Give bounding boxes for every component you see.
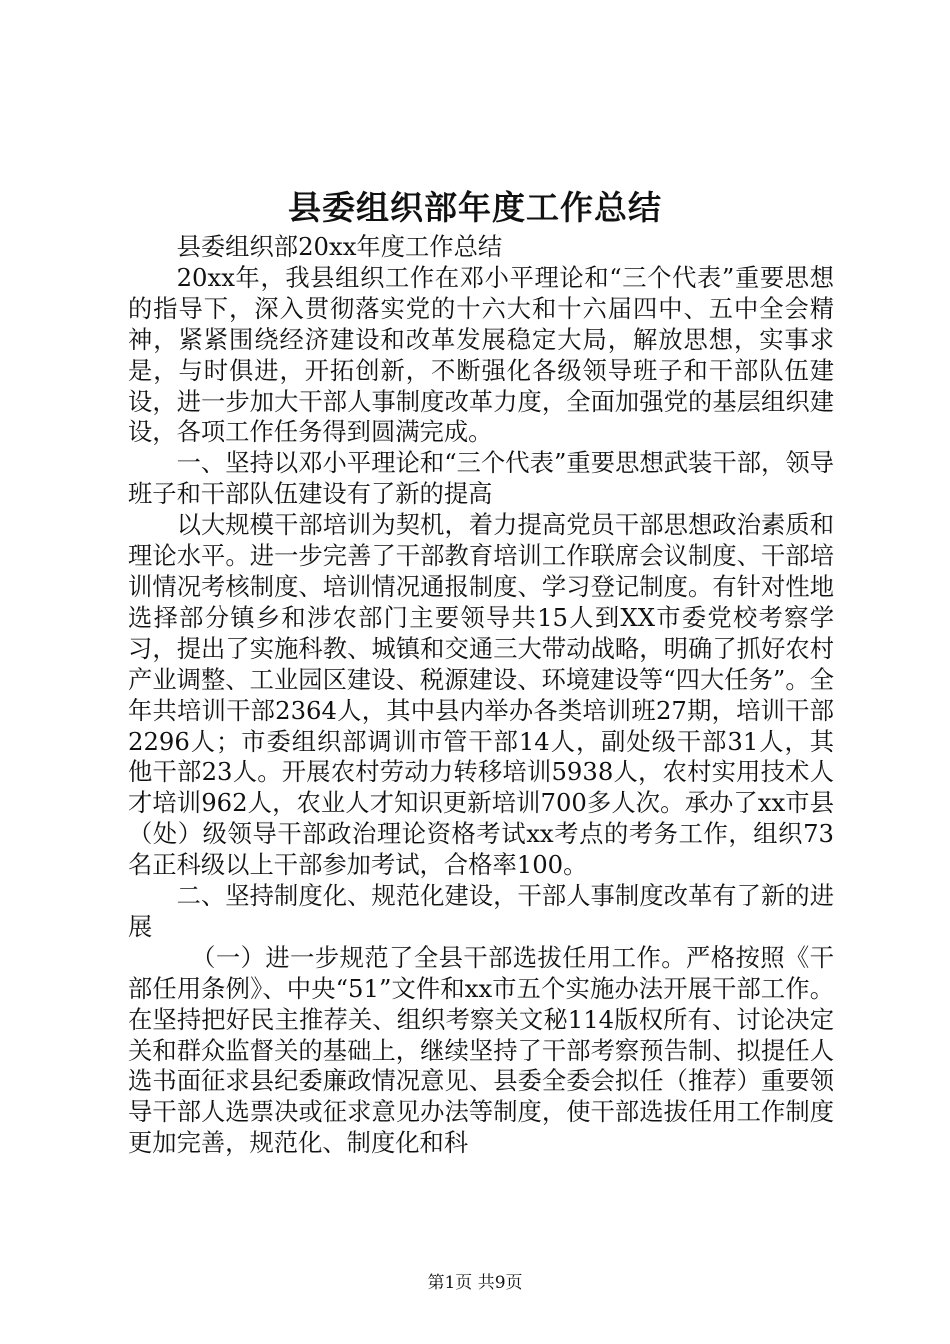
selection-paragraph: （一）进一步规范了全县干部选拔任用工作。严格按照《干部任用条例》、中央“51”文件和xx市五个实施办法开展干部工作。在坚持把好民主推荐关、组织考察关文秘114版权所有、讨论决定关和群众监督关的基础上，继续坚持了干部考察预告制、拟提任人选书面征求县纪委廉政情况意见、县委全委会拟任（推荐）重要领导干部人选票决或征求意见办法等制度，使干部选拔任用工作制度更加完善，规范化、制度化和科 <box>128 942 834 1158</box>
training-paragraph: 以大规模干部培训为契机，着力提高党员干部思想政治素质和理论水平。进一步完善了干部教育培训工作联席会议制度、干部培训情况考核制度、培训情况通报制度、学习登记制度。有针对性地选择部分镇乡和涉农部门主要领导共15人到XX市委党校考察学习，提出了实施科教、城镇和交通三大带动战略，明确了抓好农村产业调整、工业园区建设、税源建设、环境建设等“四大任务”。全年共培训干部2364人，其中县内举办各类培训班27期，培训干部2296人；市委组织部调训市管干部14人，副处级干部31人，其他干部23人。开展农村劳动力转移培训5938人，农村实用技术人才培训962人，农业人才知识更新培训700多人次。承办了xx市县（处）级领导干部政治理论资格考试xx考点的考务工作，组织73名正科级以上干部参加考试，合格率100。 <box>128 510 834 880</box>
document-body <box>128 232 834 1159</box>
section-heading-2: 二、坚持制度化、规范化建设，干部人事制度改革有了新的进展 <box>128 881 834 941</box>
intro-paragraph: 20xx年，我县组织工作在邓小平理论和“三个代表”重要思想的指导下，深入贯彻落实党的十六大和十六届四中、五中全会精神，紧紧围绕经济建设和改革发展稳定大局，解放思想，实事求是，与时俱进，开拓创新，不断强化各级领导班子和干部队伍建设，进一步加大干部人事制度改革力度，全面加强党的基层组织建设，各项工作任务得到圆满完成。 <box>128 262 834 447</box>
section-heading-1: 一、坚持以邓小平理论和“三个代表”重要思想武装干部，领导班子和干部队伍建设有了新的提高 <box>128 448 834 509</box>
document-title: 县委组织部年度工作总结 <box>288 188 662 227</box>
page-footer: 第1页 共9页 <box>427 1273 523 1293</box>
subtitle-paragraph: 县委组织部20xx年度工作总结 <box>176 232 503 261</box>
